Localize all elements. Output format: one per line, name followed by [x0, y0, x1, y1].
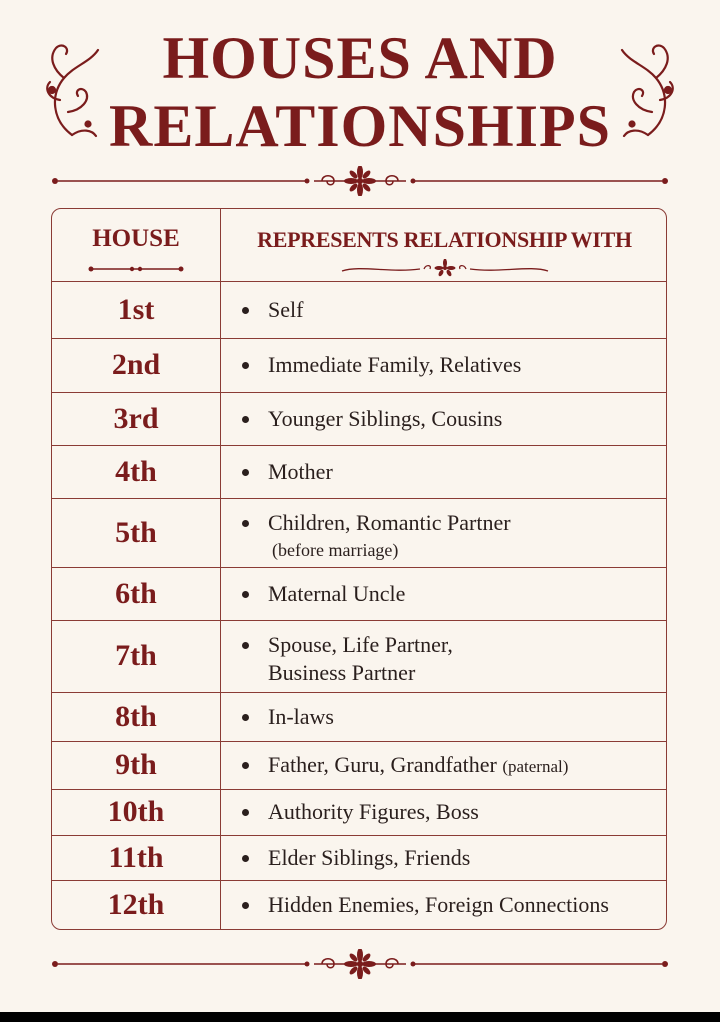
relationship-note: (paternal)	[502, 757, 569, 776]
house-number: 8th	[115, 699, 157, 733]
relationship-cell	[242, 789, 658, 835]
table-row	[52, 692, 666, 741]
relationship-text	[268, 799, 479, 825]
relationship-label: Authority Figures, Boss	[268, 799, 479, 824]
relationship-text-line-2: Business Partner	[268, 660, 416, 685]
bullet-icon	[242, 714, 249, 721]
relationship-label: Father, Guru, Grandfather	[268, 752, 497, 777]
relationship-cell	[242, 445, 658, 498]
relationship-text	[268, 459, 333, 485]
relationship-label: Maternal Uncle	[268, 581, 406, 606]
relationship-text	[268, 704, 334, 730]
relationship-cell	[242, 567, 658, 620]
right-flourish-ornament	[616, 40, 678, 140]
house-number: 7th	[115, 639, 157, 672]
row-divider	[52, 741, 666, 742]
relationship-label: Immediate Family, Relatives	[268, 352, 522, 377]
relationship-label: Mother	[268, 459, 333, 484]
relationship-label: In-laws	[268, 704, 334, 729]
relationship-text	[268, 406, 502, 432]
table-row	[52, 445, 666, 498]
row-divider	[52, 880, 666, 881]
table-row	[52, 498, 666, 567]
relationship-note: (before marriage)	[272, 540, 399, 560]
relationship-cell	[242, 620, 658, 692]
table-row	[52, 741, 666, 789]
relationship-label: Elder Siblings, Friends	[268, 845, 471, 870]
top-divider-ornament	[50, 166, 670, 196]
table-row	[52, 789, 666, 835]
left-flourish-ornament	[42, 40, 104, 140]
house-header-ornament	[88, 261, 184, 279]
page-title-line-2: RELATIONSHIPS	[108, 93, 612, 159]
relationship-label: Spouse, Life Partner,	[268, 632, 453, 657]
house-number: 3rd	[113, 401, 159, 435]
house-number: 11th	[108, 840, 164, 874]
relationships-table	[51, 208, 667, 930]
bullet-icon	[242, 591, 249, 598]
table-row	[52, 835, 666, 880]
house-number: 4th	[115, 454, 157, 488]
row-divider	[52, 445, 666, 446]
relationship-cell	[242, 741, 658, 789]
row-divider	[52, 620, 666, 621]
table-row	[52, 392, 666, 445]
bullet-icon	[242, 809, 249, 816]
row-divider	[52, 789, 666, 790]
relationship-cell	[242, 835, 658, 880]
table-row	[52, 620, 666, 692]
bullet-icon	[242, 520, 249, 527]
house-column-header: HOUSE	[92, 225, 180, 252]
row-divider	[52, 281, 666, 282]
relationship-column-header: REPRESENTS RELATIONSHIP WITH	[257, 227, 632, 252]
relationship-text	[268, 632, 453, 658]
house-number: 10th	[107, 795, 165, 828]
page-title-line-1: HOUSES AND	[162, 25, 558, 91]
bullet-icon	[242, 416, 249, 423]
house-number: 12th	[107, 887, 165, 921]
relationship-cell	[242, 692, 658, 741]
relationship-label: Younger Siblings, Cousins	[268, 406, 503, 431]
relationship-text	[268, 352, 521, 378]
house-number: 2nd	[111, 348, 161, 381]
table-row	[52, 338, 666, 392]
relationship-text	[268, 845, 470, 871]
bullet-icon	[242, 307, 249, 314]
table-row	[52, 880, 666, 929]
bullet-icon	[242, 362, 249, 369]
bullet-icon	[242, 469, 249, 476]
relationship-cell	[242, 281, 658, 338]
relationship-label: Hidden Enemies, Foreign Connections	[268, 892, 609, 917]
row-divider	[52, 835, 666, 836]
bullet-icon	[242, 762, 249, 769]
house-number: 6th	[115, 576, 157, 610]
row-divider	[52, 338, 666, 339]
relationship-cell	[242, 880, 658, 929]
house-number: 9th	[115, 748, 157, 781]
row-divider	[52, 692, 666, 693]
bullet-icon	[242, 902, 249, 909]
bottom-divider-ornament	[50, 949, 670, 979]
relationship-cell	[242, 392, 658, 445]
relationship-text	[268, 510, 511, 536]
bottom-black-bar	[0, 1012, 720, 1022]
house-number: 5th	[115, 515, 157, 549]
relationship-text	[268, 752, 568, 780]
relationship-header-ornament	[340, 259, 550, 282]
bullet-icon	[242, 855, 249, 862]
table-row	[52, 567, 666, 620]
row-divider	[52, 392, 666, 393]
relationship-cell	[242, 338, 658, 392]
relationship-label: Children, Romantic Partner	[268, 510, 511, 535]
relationship-text	[268, 297, 303, 323]
bullet-icon	[242, 642, 249, 649]
relationship-text	[268, 581, 405, 607]
row-divider	[52, 567, 666, 568]
table-row	[52, 281, 666, 338]
relationship-label: Self	[268, 297, 304, 322]
relationship-text	[268, 892, 609, 918]
row-divider	[52, 498, 666, 499]
house-number: 1st	[117, 292, 155, 326]
relationship-cell	[242, 498, 658, 567]
